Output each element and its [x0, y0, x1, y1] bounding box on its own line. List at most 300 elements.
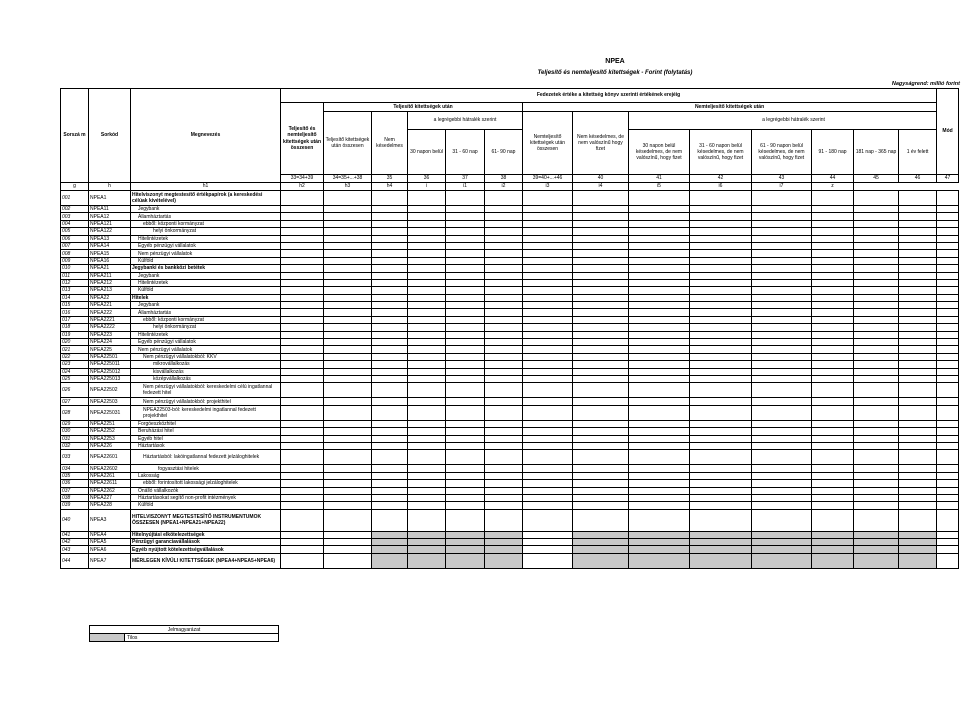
value-cell[interactable] — [324, 316, 372, 323]
value-cell[interactable] — [899, 324, 937, 331]
value-cell[interactable] — [937, 339, 959, 346]
value-cell[interactable] — [446, 435, 485, 442]
value-cell[interactable] — [446, 272, 485, 279]
value-cell[interactable] — [281, 228, 324, 235]
value-cell[interactable] — [324, 368, 372, 375]
value-cell[interactable] — [899, 472, 937, 479]
value-cell[interactable] — [446, 553, 485, 568]
value-cell[interactable] — [629, 213, 690, 220]
value-cell[interactable] — [899, 450, 937, 465]
value-cell[interactable] — [485, 435, 523, 442]
value-cell[interactable] — [523, 546, 573, 553]
value-cell[interactable] — [629, 228, 690, 235]
value-cell[interactable] — [324, 420, 372, 427]
value-cell[interactable] — [281, 302, 324, 309]
value-cell[interactable] — [812, 420, 854, 427]
value-cell[interactable] — [629, 502, 690, 509]
value-cell[interactable] — [812, 287, 854, 294]
value-cell[interactable] — [629, 287, 690, 294]
value-cell[interactable] — [690, 465, 752, 472]
value-cell[interactable] — [812, 339, 854, 346]
value-cell[interactable] — [324, 398, 372, 405]
value-cell[interactable] — [690, 257, 752, 264]
value-cell[interactable] — [408, 265, 446, 272]
value-cell[interactable] — [523, 294, 573, 301]
value-cell[interactable] — [324, 294, 372, 301]
value-cell[interactable] — [408, 331, 446, 338]
value-cell[interactable] — [937, 250, 959, 257]
value-cell[interactable] — [629, 265, 690, 272]
value-cell[interactable] — [446, 531, 485, 538]
value-cell[interactable] — [937, 324, 959, 331]
value-cell[interactable] — [281, 539, 324, 546]
value-cell[interactable] — [690, 494, 752, 501]
value-cell[interactable] — [372, 494, 408, 501]
value-cell[interactable] — [690, 553, 752, 568]
value-cell[interactable] — [446, 316, 485, 323]
value-cell[interactable] — [408, 206, 446, 213]
value-cell[interactable] — [324, 465, 372, 472]
value-cell[interactable] — [752, 398, 812, 405]
value-cell[interactable] — [446, 398, 485, 405]
value-cell[interactable] — [523, 494, 573, 501]
value-cell[interactable] — [629, 368, 690, 375]
value-cell[interactable] — [485, 539, 523, 546]
value-cell[interactable] — [573, 309, 629, 316]
value-cell[interactable] — [281, 494, 324, 501]
value-cell[interactable] — [281, 546, 324, 553]
value-cell[interactable] — [485, 546, 523, 553]
value-cell[interactable] — [573, 398, 629, 405]
value-cell[interactable] — [485, 368, 523, 375]
value-cell[interactable] — [446, 242, 485, 249]
value-cell[interactable] — [937, 553, 959, 568]
value-cell[interactable] — [573, 487, 629, 494]
value-cell[interactable] — [446, 353, 485, 360]
value-cell[interactable] — [690, 235, 752, 242]
value-cell[interactable] — [324, 487, 372, 494]
value-cell[interactable] — [752, 487, 812, 494]
value-cell[interactable] — [629, 435, 690, 442]
value-cell[interactable] — [523, 405, 573, 420]
value-cell[interactable] — [812, 331, 854, 338]
value-cell[interactable] — [281, 353, 324, 360]
value-cell[interactable] — [899, 309, 937, 316]
value-cell[interactable] — [281, 398, 324, 405]
value-cell[interactable] — [523, 257, 573, 264]
value-cell[interactable] — [408, 220, 446, 227]
value-cell[interactable] — [408, 405, 446, 420]
value-cell[interactable] — [573, 509, 629, 531]
value-cell[interactable] — [937, 405, 959, 420]
value-cell[interactable] — [446, 546, 485, 553]
value-cell[interactable] — [854, 228, 899, 235]
value-cell[interactable] — [446, 442, 485, 449]
value-cell[interactable] — [281, 487, 324, 494]
value-cell[interactable] — [324, 353, 372, 360]
value-cell[interactable] — [899, 279, 937, 286]
value-cell[interactable] — [523, 213, 573, 220]
value-cell[interactable] — [629, 428, 690, 435]
value-cell[interactable] — [690, 450, 752, 465]
value-cell[interactable] — [408, 487, 446, 494]
value-cell[interactable] — [629, 316, 690, 323]
value-cell[interactable] — [812, 213, 854, 220]
value-cell[interactable] — [446, 257, 485, 264]
value-cell[interactable] — [854, 287, 899, 294]
value-cell[interactable] — [899, 353, 937, 360]
value-cell[interactable] — [324, 509, 372, 531]
value-cell[interactable] — [372, 465, 408, 472]
value-cell[interactable] — [372, 502, 408, 509]
value-cell[interactable] — [899, 480, 937, 487]
value-cell[interactable] — [899, 442, 937, 449]
value-cell[interactable] — [752, 383, 812, 398]
value-cell[interactable] — [372, 257, 408, 264]
value-cell[interactable] — [812, 228, 854, 235]
value-cell[interactable] — [752, 428, 812, 435]
value-cell[interactable] — [485, 472, 523, 479]
value-cell[interactable] — [899, 368, 937, 375]
value-cell[interactable] — [690, 368, 752, 375]
value-cell[interactable] — [573, 405, 629, 420]
value-cell[interactable] — [752, 494, 812, 501]
value-cell[interactable] — [324, 450, 372, 465]
value-cell[interactable] — [408, 368, 446, 375]
value-cell[interactable] — [752, 331, 812, 338]
value-cell[interactable] — [812, 346, 854, 353]
value-cell[interactable] — [281, 502, 324, 509]
value-cell[interactable] — [899, 405, 937, 420]
value-cell[interactable] — [408, 494, 446, 501]
value-cell[interactable] — [937, 450, 959, 465]
value-cell[interactable] — [752, 368, 812, 375]
value-cell[interactable] — [752, 346, 812, 353]
value-cell[interactable] — [629, 398, 690, 405]
value-cell[interactable] — [937, 353, 959, 360]
value-cell[interactable] — [485, 502, 523, 509]
value-cell[interactable] — [372, 294, 408, 301]
value-cell[interactable] — [523, 375, 573, 382]
value-cell[interactable] — [690, 265, 752, 272]
value-cell[interactable] — [408, 435, 446, 442]
value-cell[interactable] — [573, 546, 629, 553]
value-cell[interactable] — [629, 294, 690, 301]
value-cell[interactable] — [324, 539, 372, 546]
value-cell[interactable] — [690, 206, 752, 213]
value-cell[interactable] — [281, 405, 324, 420]
value-cell[interactable] — [937, 346, 959, 353]
value-cell[interactable] — [408, 465, 446, 472]
value-cell[interactable] — [629, 553, 690, 568]
value-cell[interactable] — [408, 553, 446, 568]
value-cell[interactable] — [281, 383, 324, 398]
value-cell[interactable] — [899, 250, 937, 257]
value-cell[interactable] — [281, 250, 324, 257]
value-cell[interactable] — [281, 346, 324, 353]
value-cell[interactable] — [752, 509, 812, 531]
value-cell[interactable] — [937, 331, 959, 338]
value-cell[interactable] — [899, 494, 937, 501]
value-cell[interactable] — [523, 480, 573, 487]
value-cell[interactable] — [485, 487, 523, 494]
value-cell[interactable] — [690, 375, 752, 382]
value-cell[interactable] — [523, 428, 573, 435]
value-cell[interactable] — [485, 287, 523, 294]
value-cell[interactable] — [690, 531, 752, 538]
value-cell[interactable] — [446, 250, 485, 257]
value-cell[interactable] — [854, 235, 899, 242]
value-cell[interactable] — [812, 531, 854, 538]
value-cell[interactable] — [573, 553, 629, 568]
value-cell[interactable] — [937, 442, 959, 449]
value-cell[interactable] — [446, 339, 485, 346]
value-cell[interactable] — [446, 302, 485, 309]
value-cell[interactable] — [899, 265, 937, 272]
value-cell[interactable] — [690, 472, 752, 479]
value-cell[interactable] — [523, 265, 573, 272]
value-cell[interactable] — [899, 316, 937, 323]
value-cell[interactable] — [372, 346, 408, 353]
value-cell[interactable] — [937, 287, 959, 294]
value-cell[interactable] — [372, 472, 408, 479]
value-cell[interactable] — [446, 294, 485, 301]
value-cell[interactable] — [372, 272, 408, 279]
value-cell[interactable] — [812, 487, 854, 494]
value-cell[interactable] — [854, 302, 899, 309]
value-cell[interactable] — [372, 531, 408, 538]
value-cell[interactable] — [573, 316, 629, 323]
value-cell[interactable] — [690, 324, 752, 331]
value-cell[interactable] — [752, 361, 812, 368]
value-cell[interactable] — [372, 487, 408, 494]
value-cell[interactable] — [324, 235, 372, 242]
value-cell[interactable] — [372, 213, 408, 220]
value-cell[interactable] — [752, 213, 812, 220]
value-cell[interactable] — [573, 265, 629, 272]
value-cell[interactable] — [573, 420, 629, 427]
value-cell[interactable] — [854, 272, 899, 279]
value-cell[interactable] — [372, 191, 408, 206]
value-cell[interactable] — [523, 191, 573, 206]
value-cell[interactable] — [573, 465, 629, 472]
value-cell[interactable] — [690, 191, 752, 206]
value-cell[interactable] — [752, 531, 812, 538]
value-cell[interactable] — [523, 361, 573, 368]
value-cell[interactable] — [937, 368, 959, 375]
value-cell[interactable] — [854, 375, 899, 382]
value-cell[interactable] — [372, 339, 408, 346]
value-cell[interactable] — [372, 435, 408, 442]
value-cell[interactable] — [690, 398, 752, 405]
value-cell[interactable] — [752, 435, 812, 442]
value-cell[interactable] — [446, 331, 485, 338]
value-cell[interactable] — [281, 265, 324, 272]
value-cell[interactable] — [690, 316, 752, 323]
value-cell[interactable] — [523, 435, 573, 442]
value-cell[interactable] — [485, 428, 523, 435]
value-cell[interactable] — [573, 435, 629, 442]
value-cell[interactable] — [937, 272, 959, 279]
value-cell[interactable] — [690, 242, 752, 249]
value-cell[interactable] — [281, 368, 324, 375]
value-cell[interactable] — [629, 375, 690, 382]
value-cell[interactable] — [372, 442, 408, 449]
value-cell[interactable] — [937, 265, 959, 272]
value-cell[interactable] — [324, 472, 372, 479]
value-cell[interactable] — [629, 480, 690, 487]
value-cell[interactable] — [629, 346, 690, 353]
value-cell[interactable] — [899, 257, 937, 264]
value-cell[interactable] — [812, 553, 854, 568]
value-cell[interactable] — [573, 213, 629, 220]
value-cell[interactable] — [573, 339, 629, 346]
value-cell[interactable] — [281, 375, 324, 382]
value-cell[interactable] — [446, 346, 485, 353]
value-cell[interactable] — [854, 279, 899, 286]
value-cell[interactable] — [324, 546, 372, 553]
value-cell[interactable] — [812, 324, 854, 331]
value-cell[interactable] — [899, 383, 937, 398]
value-cell[interactable] — [752, 420, 812, 427]
value-cell[interactable] — [752, 309, 812, 316]
value-cell[interactable] — [690, 250, 752, 257]
value-cell[interactable] — [523, 346, 573, 353]
value-cell[interactable] — [690, 220, 752, 227]
value-cell[interactable] — [281, 331, 324, 338]
value-cell[interactable] — [573, 502, 629, 509]
value-cell[interactable] — [854, 383, 899, 398]
value-cell[interactable] — [854, 265, 899, 272]
value-cell[interactable] — [899, 302, 937, 309]
value-cell[interactable] — [690, 272, 752, 279]
value-cell[interactable] — [690, 228, 752, 235]
value-cell[interactable] — [854, 546, 899, 553]
value-cell[interactable] — [485, 531, 523, 538]
value-cell[interactable] — [854, 398, 899, 405]
value-cell[interactable] — [573, 206, 629, 213]
value-cell[interactable] — [408, 361, 446, 368]
value-cell[interactable] — [690, 442, 752, 449]
value-cell[interactable] — [324, 502, 372, 509]
value-cell[interactable] — [573, 480, 629, 487]
value-cell[interactable] — [812, 302, 854, 309]
value-cell[interactable] — [408, 191, 446, 206]
value-cell[interactable] — [690, 546, 752, 553]
value-cell[interactable] — [854, 487, 899, 494]
value-cell[interactable] — [629, 324, 690, 331]
value-cell[interactable] — [281, 420, 324, 427]
value-cell[interactable] — [281, 191, 324, 206]
value-cell[interactable] — [485, 509, 523, 531]
value-cell[interactable] — [854, 257, 899, 264]
value-cell[interactable] — [937, 480, 959, 487]
value-cell[interactable] — [324, 346, 372, 353]
value-cell[interactable] — [485, 213, 523, 220]
value-cell[interactable] — [324, 405, 372, 420]
value-cell[interactable] — [485, 442, 523, 449]
value-cell[interactable] — [899, 228, 937, 235]
value-cell[interactable] — [281, 206, 324, 213]
value-cell[interactable] — [752, 353, 812, 360]
value-cell[interactable] — [485, 353, 523, 360]
value-cell[interactable] — [372, 361, 408, 368]
value-cell[interactable] — [485, 191, 523, 206]
value-cell[interactable] — [523, 272, 573, 279]
value-cell[interactable] — [854, 553, 899, 568]
value-cell[interactable] — [899, 191, 937, 206]
value-cell[interactable] — [408, 472, 446, 479]
value-cell[interactable] — [523, 398, 573, 405]
value-cell[interactable] — [812, 191, 854, 206]
value-cell[interactable] — [324, 257, 372, 264]
value-cell[interactable] — [752, 375, 812, 382]
value-cell[interactable] — [408, 539, 446, 546]
value-cell[interactable] — [629, 420, 690, 427]
value-cell[interactable] — [281, 257, 324, 264]
value-cell[interactable] — [854, 206, 899, 213]
value-cell[interactable] — [372, 553, 408, 568]
value-cell[interactable] — [372, 428, 408, 435]
value-cell[interactable] — [573, 442, 629, 449]
value-cell[interactable] — [372, 353, 408, 360]
value-cell[interactable] — [523, 420, 573, 427]
value-cell[interactable] — [408, 531, 446, 538]
value-cell[interactable] — [854, 509, 899, 531]
value-cell[interactable] — [573, 302, 629, 309]
value-cell[interactable] — [372, 383, 408, 398]
value-cell[interactable] — [324, 272, 372, 279]
value-cell[interactable] — [485, 480, 523, 487]
value-cell[interactable] — [281, 294, 324, 301]
value-cell[interactable] — [324, 339, 372, 346]
value-cell[interactable] — [372, 331, 408, 338]
value-cell[interactable] — [629, 405, 690, 420]
value-cell[interactable] — [372, 546, 408, 553]
value-cell[interactable] — [752, 502, 812, 509]
value-cell[interactable] — [629, 487, 690, 494]
value-cell[interactable] — [812, 494, 854, 501]
value-cell[interactable] — [899, 420, 937, 427]
value-cell[interactable] — [854, 361, 899, 368]
value-cell[interactable] — [281, 324, 324, 331]
value-cell[interactable] — [937, 465, 959, 472]
value-cell[interactable] — [854, 353, 899, 360]
value-cell[interactable] — [752, 250, 812, 257]
value-cell[interactable] — [629, 206, 690, 213]
value-cell[interactable] — [573, 228, 629, 235]
value-cell[interactable] — [408, 509, 446, 531]
value-cell[interactable] — [812, 206, 854, 213]
value-cell[interactable] — [523, 539, 573, 546]
value-cell[interactable] — [446, 191, 485, 206]
value-cell[interactable] — [812, 235, 854, 242]
value-cell[interactable] — [629, 302, 690, 309]
value-cell[interactable] — [324, 480, 372, 487]
value-cell[interactable] — [573, 235, 629, 242]
value-cell[interactable] — [523, 531, 573, 538]
value-cell[interactable] — [812, 309, 854, 316]
value-cell[interactable] — [523, 287, 573, 294]
value-cell[interactable] — [899, 361, 937, 368]
value-cell[interactable] — [281, 435, 324, 442]
value-cell[interactable] — [446, 287, 485, 294]
value-cell[interactable] — [573, 353, 629, 360]
value-cell[interactable] — [324, 213, 372, 220]
value-cell[interactable] — [812, 383, 854, 398]
value-cell[interactable] — [812, 316, 854, 323]
value-cell[interactable] — [485, 331, 523, 338]
